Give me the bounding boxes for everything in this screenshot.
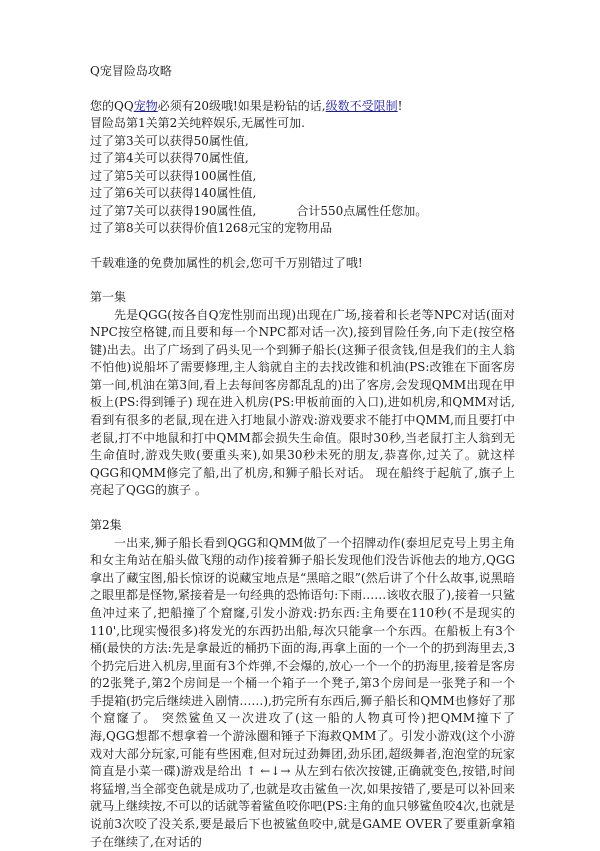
intro-line (90, 98, 515, 116)
episode1-heading: 第一集 (90, 290, 127, 304)
reward-line: 冒险岛第1关第2关纯粹娱乐,无属性可加. (90, 116, 305, 130)
pet-link[interactable]: 宠物 (133, 98, 158, 113)
intro-text: ! (397, 98, 403, 113)
episode1-body: 先是QGG(按各自Q宠性别而出现)出现在广场,接着和长老等NPC对话(面对NPC按空格键,而且要和每一个NPC都对话一次),接到冒险任务,向下走(按空格键)出去。出了广场到了码头见一个到狮子船长(这狮子很贪钱,但是我们的主人翁不怕他)说船坏了需要修理,主人翁就自主的去找改锥和机油(PS:改锥在下面客房第一间,机油在第3间,看上去每间客房都乱乱的)出了客房,会发现QMM出现在甲板上(PS:得到锤子) 现在进入机房(PS:甲板前面的入口),进如机房,和QMM对话,看到有很多的老鼠,现在进入打地鼠小游戏:游戏要求不能打中QMM,而且要打中老鼠,打不中地鼠和打中QMM都会损失生命值。限时30秒,当老鼠打主人翁到无生命值时,游戏失败(要重头来),如果30秒未死的朋友,恭喜你,过关了。就这样QGG和QMM修完了船,出了机房,和狮子船长对话。 现在船终于起航了,旗子上亮起了QGG的旗子 。 (90, 307, 515, 498)
reward-line: 过了第5关可以获得100属性值, (90, 168, 257, 183)
total-note: 合计550点属性任您加。 (296, 203, 428, 218)
page-title: Q宠冒险岛攻略 (90, 64, 172, 78)
episode2-heading: 第2集 (90, 518, 122, 533)
episode2-body: 一出来,狮子船长看到QGG和QMM做了一个招牌动作(泰坦尼克号上男主角和女主角站在船头做飞翔的动作)接着狮子船长发现他们没告诉他去的地方,QGG拿出了藏宝图,船长惊讶的说藏宝地点是“黑暗之眼”(然后讲了个什么故事,说黑暗之眼里都是怪物,紧接着是一句经典的恐怖语句:下雨……该收衣服了),接着一只鲨鱼冲过来了,把船撞了个窟窿,引发小游戏:扔东西:主角要在110秒(不是现实的110',比现实慢很多)将发光的东西扔出船,每次只能拿一个东西。在船板上有3个桶(最快的方法:先是拿最近的桶扔下面的海,再拿上面的一个一个的扔到海里去,3个扔完后进入机房,里面有3个炸弹,不会爆的,放心一个一个的扔海里,接着是客房的2张凳子,第2个房间是一个桶一个箱子一个凳子,第3个房间是一张凳子和一个手提箱(扔完后继续进入剧情……),扔完所有东西后,狮子船长和QMM也修好了那个窟窿了。 突然鲨鱼又一次进攻了(这一船的人物真可怜)把QMM撞下了海,QGG想都不想拿着一个游泳圈和锤子下海救QMM了。引发小游戏(这个小游戏对大部分玩家,可能有些困难,但对玩过劲舞团,劲乐团,超级舞者,泡泡堂的玩家简直是小菜一碟)游戏是给出 ↑ ←↓→ 从左到右依次按键,正确就变色,按错,时间将猛增,当全部变色就是成功了,也就是攻击鲨鱼一次,如果按错了,要是可以补回来就马上继续按,不可以的话就等着鲨鱼咬你吧(PS:主角的血只够鲨鱼咬4次,也就是说前3次咬了没关系,要是最后下也被鲨鱼咬中,就是GAME OVER了要重新拿箱子在继续了,在对话的 (90, 535, 515, 849)
reward-line-with-total (90, 203, 515, 221)
tagline: 千载难逢的免费加属性的机会,您可千万别错过了哦! (90, 255, 363, 270)
intro-text: 必须有20级哦!如果是粉钻的话, (157, 98, 326, 113)
reward-line: 过了第3关可以获得50属性值, (90, 133, 249, 148)
article (90, 63, 515, 851)
reward-line: 过了第6关可以获得140属性值, (90, 186, 257, 200)
reward-line: 过了第7关可以获得190属性值, (90, 203, 257, 218)
reward-line: 过了第8关可以获得价值1268元宝的宠物用品 (90, 221, 333, 235)
intro-text: 您的QQ (90, 98, 134, 113)
reward-line: 过了第4关可以获得70属性值, (90, 151, 249, 165)
level-unlimited-link[interactable]: 级数不受限制 (325, 98, 398, 113)
